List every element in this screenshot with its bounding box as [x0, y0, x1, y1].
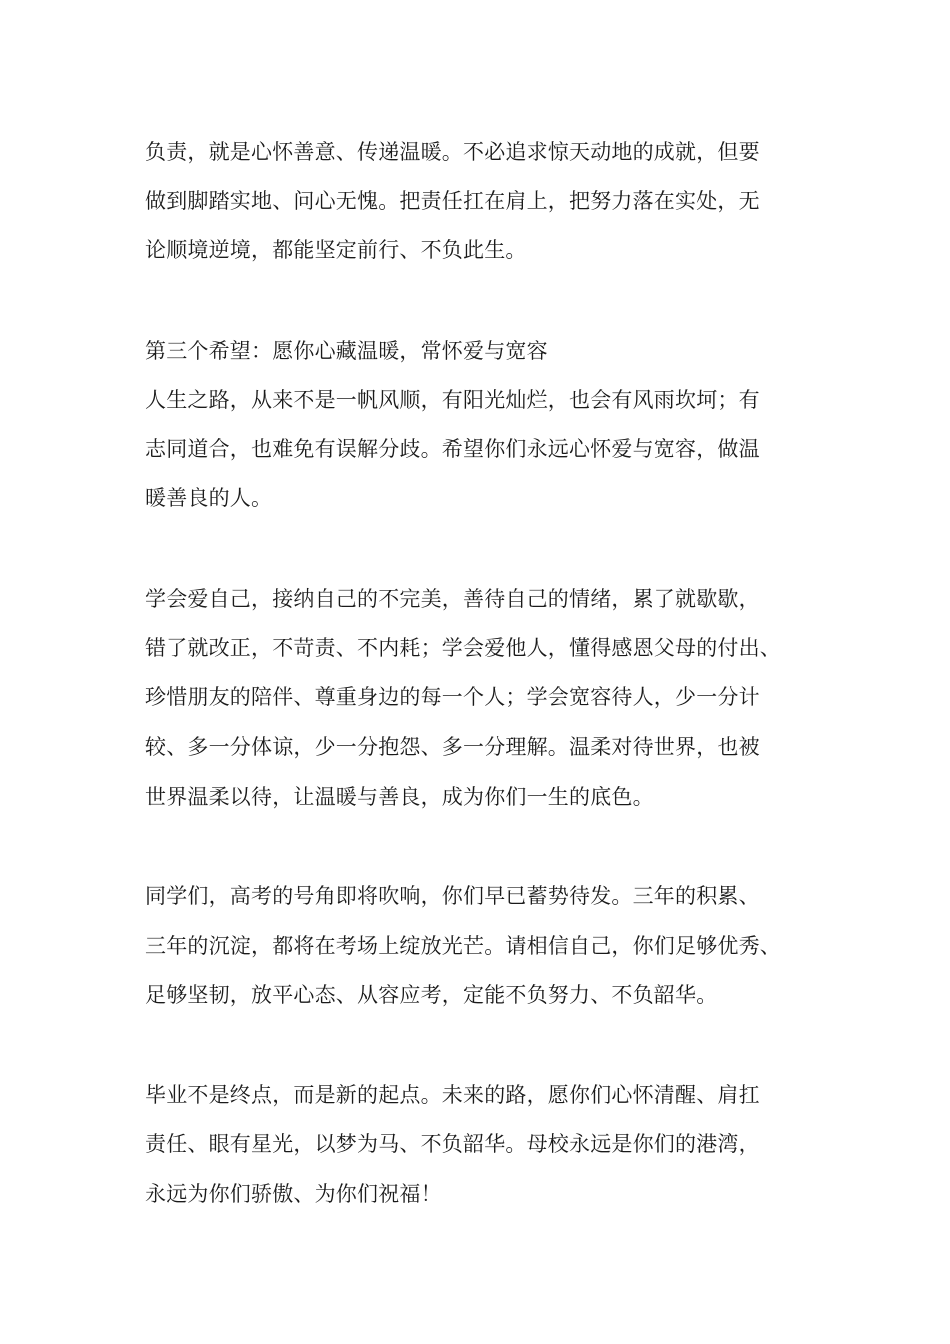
paragraph-line: 同学们，高考的号角即将吹响，你们早已蓄势待发。三年的积累、	[145, 884, 760, 908]
paragraph-line: 错了就改正，不苛责、不内耗；学会爱他人，懂得感恩父母的付出、	[145, 636, 781, 660]
section-heading: 第三个希望：愿你心藏温暖，常怀爱与宽容	[145, 339, 548, 363]
paragraph-line: 暖善良的人。	[145, 486, 273, 510]
paragraph-line: 做到脚踏实地、问心无愧。把责任扛在肩上，把努力落在实处，无	[145, 189, 760, 213]
paragraph-line: 永远为你们骄傲、为你们祝福！	[145, 1182, 442, 1206]
paragraph-line: 人生之路，从来不是一帆风顺，有阳光灿烂，也会有风雨坎坷；有	[145, 388, 760, 412]
paragraph-line: 足够坚韧，放平心态、从容应考，定能不负努力、不负韶华。	[145, 983, 718, 1007]
paragraph-line: 较、多一分体谅，少一分抱怨、多一分理解。温柔对待世界，也被	[145, 735, 760, 759]
paragraph-line: 负责，就是心怀善意、传递温暖。不必追求惊天动地的成就，但要	[145, 140, 760, 164]
paragraph-line: 志同道合，也难免有误解分歧。希望你们永远心怀爱与宽容，做温	[145, 437, 760, 461]
paragraph-line: 三年的沉淀，都将在考场上绽放光芒。请相信自己，你们足够优秀、	[145, 934, 781, 958]
paragraph-line: 世界温柔以待，让温暖与善良，成为你们一生的底色。	[145, 785, 654, 809]
paragraph-line: 珍惜朋友的陪伴、尊重身边的每一个人；学会宽容待人，少一分计	[145, 685, 760, 709]
paragraph-line: 毕业不是终点，而是新的起点。未来的路，愿你们心怀清醒、肩扛	[145, 1083, 760, 1107]
paragraph-line: 学会爱自己，接纳自己的不完美，善待自己的情绪，累了就歇歇，	[145, 587, 760, 611]
paragraph-line: 责任、眼有星光，以梦为马、不负韶华。母校永远是你们的港湾，	[145, 1132, 760, 1156]
paragraph-line: 论顺境逆境，都能坚定前行、不负此生。	[145, 238, 527, 262]
